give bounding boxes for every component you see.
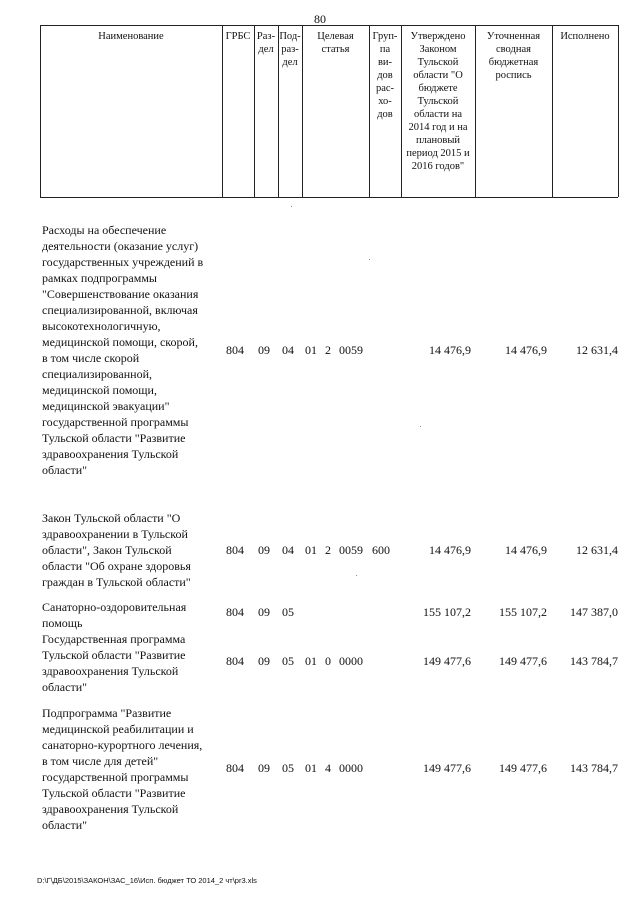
scan-speck [420, 426, 421, 427]
header-target: Целевая статья [317, 31, 354, 55]
row-name: Подпрограмма "Развитие медицинской реабилитации и санаторно-курортного лечения, в том числе для детей" государственной программы Тульской области "Развитие здравоохранения Тульской области" [42, 706, 203, 832]
row-refined: 149 477,6 [499, 761, 547, 775]
header-refined: Уточненная сводная бюджетная роспись [486, 31, 541, 81]
row-subsection: 05 [282, 654, 294, 668]
header-executed: Исполнено [560, 31, 610, 42]
row-executed: 147 387,0 [570, 605, 618, 619]
row-executed: 143 784,7 [570, 761, 618, 775]
row-grbs: 804 [226, 605, 244, 619]
row-executed: 143 784,7 [570, 654, 618, 668]
row-name: Санаторно-оздоровительная помощь [42, 600, 187, 630]
page-number: 80 [314, 12, 326, 26]
row-subsection: 04 [282, 543, 294, 557]
row-refined: 149 477,6 [499, 654, 547, 668]
row-grbs: 804 [226, 761, 244, 775]
row-target-direction: 0059 [339, 543, 363, 557]
row-name: Расходы на обеспечение деятельности (оказание услуг) государственных учреждений в рамках подпрограммы "Совершенствование оказания специализированной, включая высокотехнологичную, медицинской помощи, скорой, в том числе скорой специализированной, медицинской помощи, медицинской эвакуации" государственной программы Тульской области "Развитие здравоохранения Тульской области" [42, 223, 204, 477]
row-subsection: 04 [282, 343, 294, 357]
row-approved: 14 476,9 [429, 343, 471, 357]
row-executed: 12 631,4 [576, 543, 618, 557]
row-target-sub: 2 [325, 343, 331, 357]
scan-speck [356, 575, 357, 576]
file-path-footer: D:\Г\ДБ\2015\ЗАКОН\ЗАС_16\Исп. бюджет ТО 2014_2 чт\pr3.xls [37, 876, 257, 885]
header-grbs: ГРБС [225, 31, 251, 42]
row-refined: 14 476,9 [505, 543, 547, 557]
row-approved: 149 477,6 [423, 761, 471, 775]
row-subsection: 05 [282, 605, 294, 619]
row-grbs: 804 [226, 543, 244, 557]
row-section: 09 [258, 343, 270, 357]
row-grbs: 804 [226, 654, 244, 668]
header-subsection: Под- раз- дел [279, 31, 301, 68]
header-approved: Утверждено Законом Тульской области "О бюджете Тульской области на 2014 год и на плановый период 2015 и 2016 годов" [406, 31, 470, 172]
row-target-direction: 0059 [339, 343, 363, 357]
row-section: 09 [258, 654, 270, 668]
row-subsection: 05 [282, 761, 294, 775]
row-target-program: 01 [305, 343, 317, 357]
row-approved: 149 477,6 [423, 654, 471, 668]
scan-speck [291, 206, 292, 207]
row-name: Государственная программа Тульской области "Развитие здравоохранения Тульской области" [42, 632, 186, 694]
row-target-sub: 4 [325, 761, 331, 775]
row-approved: 155 107,2 [423, 605, 471, 619]
row-target-program: 01 [305, 543, 317, 557]
row-refined: 155 107,2 [499, 605, 547, 619]
row-target-direction: 0000 [339, 654, 363, 668]
scan-speck [369, 259, 370, 260]
header-group: Груп- па ви- дов рас- хо- дов [372, 31, 398, 120]
header-name: Наименование [98, 31, 164, 42]
row-approved: 14 476,9 [429, 543, 471, 557]
row-section: 09 [258, 605, 270, 619]
row-target-sub: 2 [325, 543, 331, 557]
row-section: 09 [258, 543, 270, 557]
row-target-sub: 0 [325, 654, 331, 668]
row-target-program: 01 [305, 654, 317, 668]
row-executed: 12 631,4 [576, 343, 618, 357]
row-section: 09 [258, 761, 270, 775]
row-target-direction: 0000 [339, 761, 363, 775]
row-grbs: 804 [226, 343, 244, 357]
row-group: 600 [372, 543, 390, 557]
row-refined: 14 476,9 [505, 343, 547, 357]
row-target-program: 01 [305, 761, 317, 775]
header-section: Раз- дел [256, 31, 276, 55]
row-name: Закон Тульской области "О здравоохранении в Тульской области", Закон Тульской области "Об охране здоровья граждан в Тульской области" [42, 511, 191, 589]
